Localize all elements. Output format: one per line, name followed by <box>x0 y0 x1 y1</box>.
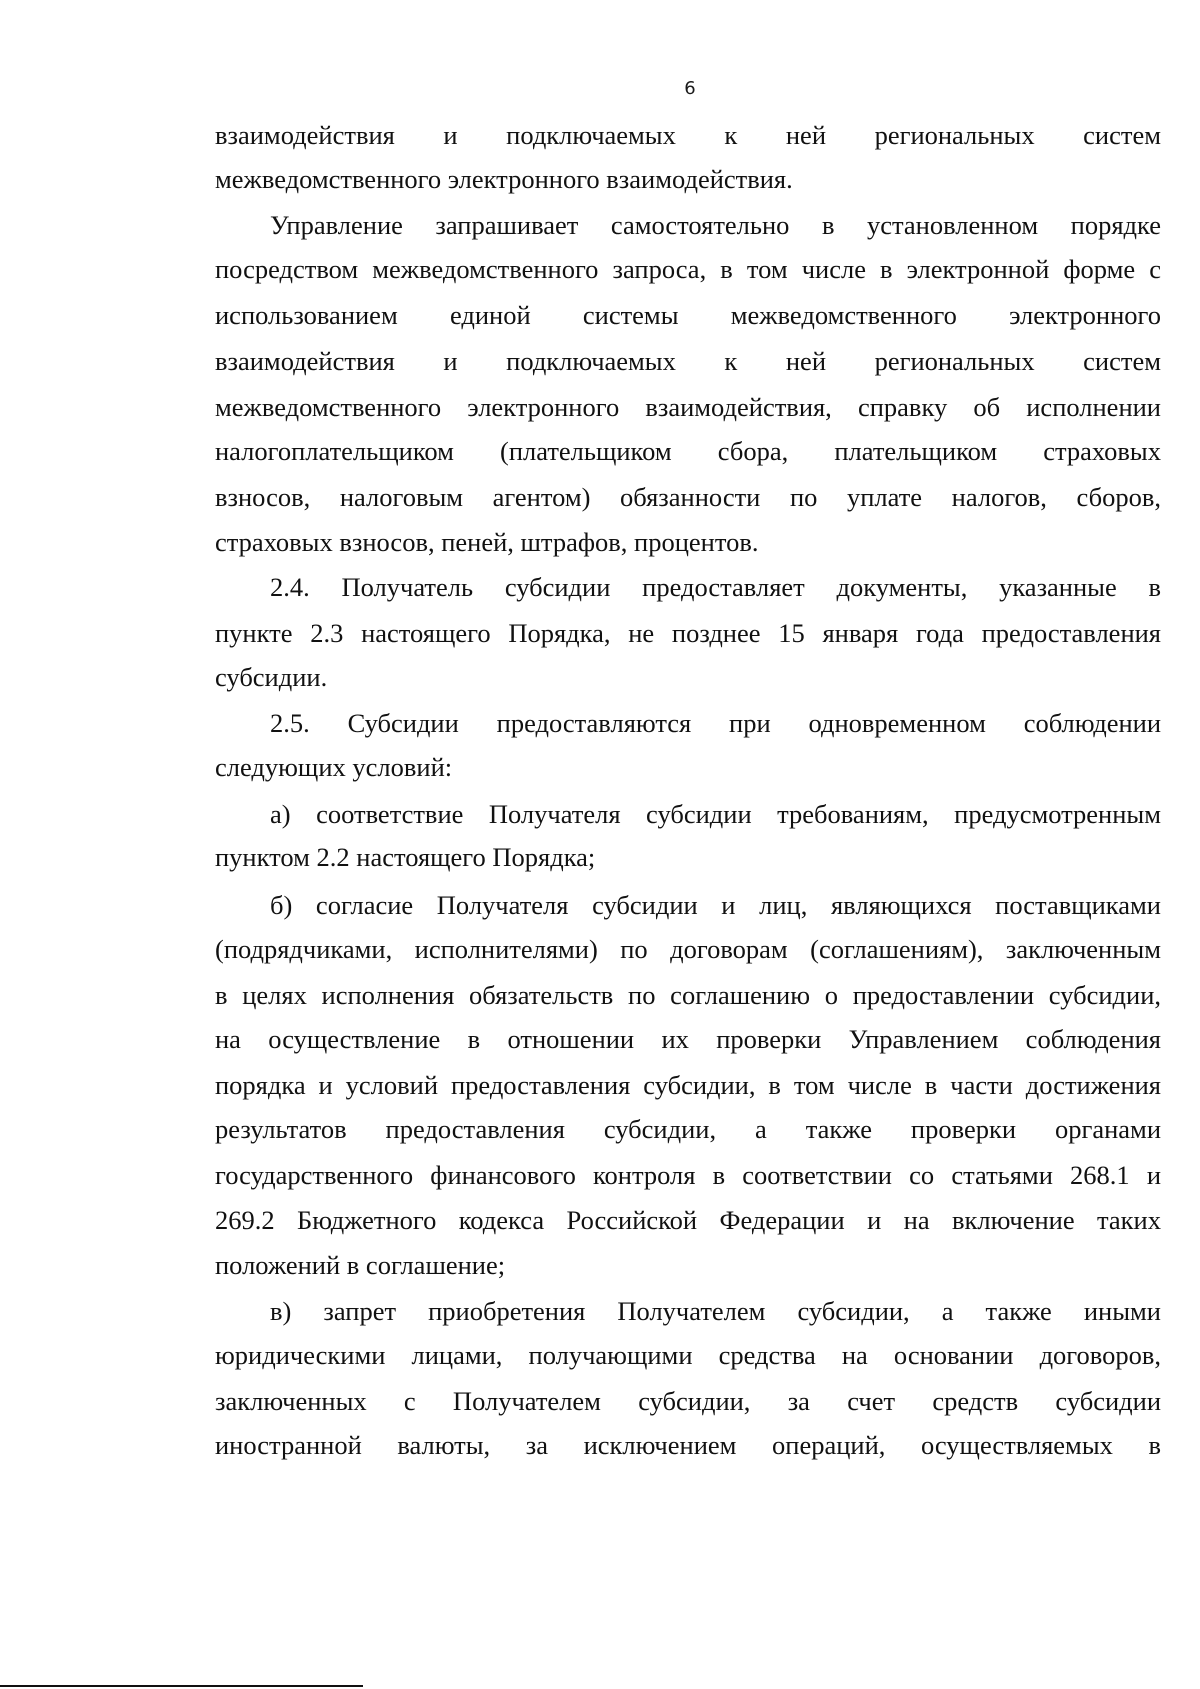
text-line: 2.4. Получатель субсидии предоставляет документы, указанные в <box>270 572 1161 602</box>
text-line: в целях исполнения обязательств по соглашению о предоставлении субсидии, <box>215 980 1161 1010</box>
text-line: взаимодействия и подключаемых к ней региональных систем <box>215 346 1161 376</box>
text-line: посредством межведомственного запроса, в том числе в электронной форме с <box>215 254 1161 284</box>
text-line: в) запрет приобретения Получателем субсидии, а также иными <box>270 1296 1161 1326</box>
text-line: на осуществление в отношении их проверки Управлением соблюдения <box>215 1024 1161 1054</box>
footer-rule <box>0 1685 363 1687</box>
text-line: межведомственного электронного взаимодействия. <box>215 164 793 194</box>
text-line: субсидии. <box>215 662 328 692</box>
text-line: страховых взносов, пеней, штрафов, процентов. <box>215 527 759 557</box>
text-line: налогоплательщиком (плательщиком сбора, плательщиком страховых <box>215 436 1161 466</box>
page-number: 6 <box>684 78 696 99</box>
text-line: использованием единой системы межведомственного электронного <box>215 300 1161 330</box>
text-line: 269.2 Бюджетного кодекса Российской Федерации и на включение таких <box>215 1205 1161 1235</box>
text-line: порядка и условий предоставления субсидии, в том числе в части достижения <box>215 1070 1161 1100</box>
text-line: следующих условий: <box>215 752 453 782</box>
text-line: пунктом 2.2 настоящего Порядка; <box>215 842 596 872</box>
text-line: иностранной валюты, за исключением операций, осуществляемых в <box>215 1430 1161 1460</box>
text-line: взаимодействия и подключаемых к ней региональных систем <box>215 120 1161 150</box>
text-line: положений в соглашение; <box>215 1250 506 1280</box>
text-line: пункте 2.3 настоящего Порядка, не позднее 15 января года предоставления <box>215 618 1161 648</box>
text-line: государственного финансового контроля в соответствии со статьями 268.1 и <box>215 1160 1161 1190</box>
text-line: (подрядчиками, исполнителями) по договорам (соглашениям), заключенным <box>215 934 1161 964</box>
text-line: а) соответствие Получателя субсидии требованиям, предусмотренным <box>270 799 1161 829</box>
text-line: Управление запрашивает самостоятельно в установленном порядке <box>270 210 1161 240</box>
text-line: б) согласие Получателя субсидии и лиц, являющихся поставщиками <box>270 890 1161 920</box>
text-line: юридическими лицами, получающими средства на основании договоров, <box>215 1340 1161 1370</box>
text-line: межведомственного электронного взаимодействия, справку об исполнении <box>215 392 1161 422</box>
text-line: заключенных с Получателем субсидии, за счет средств субсидии <box>215 1386 1161 1416</box>
text-line: результатов предоставления субсидии, а также проверки органами <box>215 1114 1161 1144</box>
text-line: 2.5. Субсидии предоставляются при одновременном соблюдении <box>270 708 1161 738</box>
text-line: взносов, налоговым агентом) обязанности по уплате налогов, сборов, <box>215 482 1161 512</box>
